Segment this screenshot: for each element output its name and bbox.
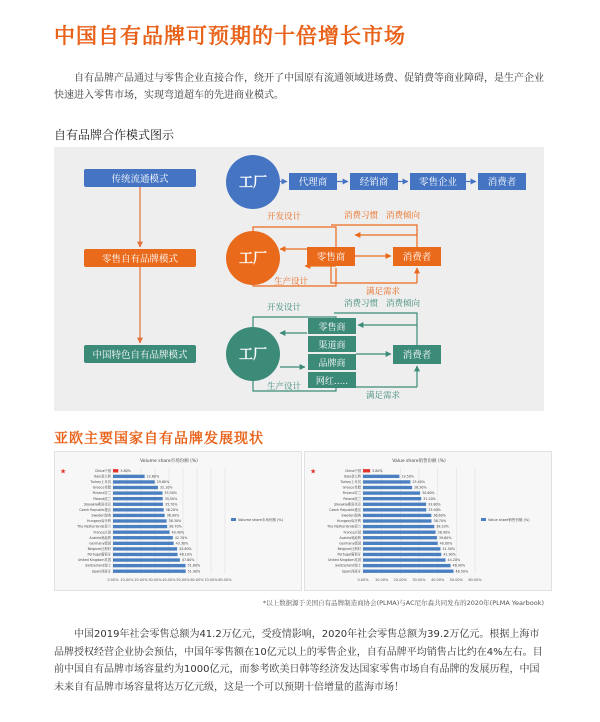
value-label: 36.70% [433, 519, 447, 524]
category-label: France法国 [343, 530, 361, 535]
row1-chain [280, 173, 526, 190]
category-label: Czech Republic捷克 [79, 507, 111, 512]
bar [113, 514, 165, 517]
mode-retail-label: 零售自有品牌模式 [101, 254, 179, 265]
bar [113, 542, 174, 545]
value-label: 36.20% [165, 507, 179, 512]
category-label: United Kingdom英国 [327, 558, 361, 563]
legend-label: Volume share市场份额 (%) [238, 518, 284, 522]
prod-design-label-3: 生产设计 [267, 382, 302, 392]
category-label: Hungary匈牙利 [87, 519, 111, 524]
category-label: Greece希腊 [92, 485, 111, 490]
bar [363, 564, 451, 567]
dealer-label: 经销商 [359, 177, 389, 188]
category-label: Belgium比利时 [87, 547, 111, 552]
row3-flow [253, 298, 441, 401]
value-label: 40.00% [439, 541, 453, 546]
x-tick-label: 10.00% [120, 578, 134, 582]
bar [363, 542, 438, 545]
mode-traditional-label: 传统流通模式 [111, 174, 169, 185]
bar [363, 570, 454, 573]
bar [113, 570, 186, 573]
consumer-label-2: 消费者 [402, 252, 432, 263]
x-tick-label: 10.00% [374, 578, 389, 582]
value-label: 36.60% [433, 513, 446, 518]
bar [363, 558, 446, 561]
bar [363, 475, 399, 478]
dev-design-label-3: 开发设计 [267, 303, 302, 313]
bar [113, 530, 170, 533]
channel-influencer-label: 网红..... [315, 377, 349, 387]
category-label: Spain西班牙 [91, 569, 111, 574]
intro-paragraph: 自有品牌产品通过与零售企业直接合作，绕开了中国原有流通领域进场费、促销费等商业障碍，是生产企业快速进入零售市场，实现弯道超车的先进商业模式。 [54, 73, 544, 101]
value-label: 47.80% [181, 558, 195, 563]
value-label: 26.30% [414, 485, 427, 490]
demand-label-3: 满足需求 [366, 391, 401, 401]
bar [363, 508, 426, 511]
value-label: 35.50% [164, 496, 178, 501]
bar [363, 480, 410, 483]
bar [113, 486, 158, 489]
value-label: 30.60% [422, 491, 435, 496]
mode-chinese-private-label [84, 345, 196, 363]
bar [113, 480, 155, 483]
demand-label-2: 满足需求 [366, 287, 401, 297]
category-label: Greece希腊 [342, 485, 361, 490]
x-tick-label: 60.00% [190, 578, 204, 582]
x-tick-label: 0.00% [357, 578, 369, 582]
volume-share-chart [54, 451, 302, 591]
category-label: Portugal葡萄牙 [87, 552, 111, 557]
channel-distributor-label: 渠道商 [318, 341, 346, 351]
category-label: Finland芬兰 [342, 491, 361, 496]
value-label: 33.80% [428, 502, 441, 507]
category-label: The Netherlands荷兰 [77, 524, 111, 529]
value-label: 45.80% [179, 547, 192, 552]
category-label: France法国 [93, 530, 111, 535]
category-label: China中国 [94, 468, 111, 473]
bar [363, 491, 420, 494]
value-label: 48.50% [455, 569, 469, 574]
bar [113, 525, 167, 528]
bar [363, 497, 421, 500]
bar [363, 553, 441, 556]
value-label: 38.70% [169, 524, 182, 529]
bar [113, 497, 163, 500]
category-label: Poland波兰 [343, 496, 361, 501]
market-paragraph: 中国2019年社会零售总额为41.2万亿元，受疫情影响，2020年社会零售总额为39.2万亿元。根据上海市品牌授权经营企业协会预估，中国年零售额在10亿元以上的零售企业，自有品牌平均销售占比约在4%左右。目前中国自有品牌市场容量约为1000亿元，而参考欧美日韩等经济发达国家零售市场自有品牌的发展历程，中国未来自有品牌市场容量将达万亿元级，这是一个可以预期十倍增量的蓝海市场！ [54, 629, 543, 693]
value-label: 31.20% [423, 496, 436, 501]
bar [113, 553, 178, 556]
category-label: Spain西班牙 [341, 569, 361, 574]
mode-traditional [84, 169, 196, 187]
category-label: Portugal葡萄牙 [337, 552, 361, 557]
bar [113, 547, 177, 550]
bar [113, 503, 163, 506]
bar [363, 486, 412, 489]
bar [363, 536, 437, 539]
x-tick-label: 20.00% [134, 578, 148, 582]
bar [363, 469, 370, 472]
bar [113, 475, 145, 478]
agent-label: 代理商 [298, 177, 328, 188]
category-label: Czech Republic捷克 [329, 507, 361, 512]
factory-label-2: 工厂 [239, 251, 267, 267]
tendency-label-3: 消费倾向 [386, 299, 421, 309]
x-tick-label: 0.00% [107, 578, 119, 582]
value-share-chart [304, 451, 552, 591]
value-label: 3.80% [372, 468, 383, 473]
legend-swatch [231, 518, 236, 521]
value-label: 22.60% [146, 474, 160, 479]
value-label: 38.20% [436, 524, 449, 529]
category-label: Turkey土耳其 [340, 480, 361, 485]
value-label: 46.10% [179, 552, 193, 557]
value-label: 39.60% [438, 535, 452, 540]
x-tick-label: 20.00% [393, 578, 408, 582]
value-label: 41.50% [442, 547, 456, 552]
x-tick-label: 50.00% [176, 578, 190, 582]
category-label: Germany德国 [89, 541, 111, 546]
value-label: 44.20% [447, 558, 461, 563]
highlight-star-icon: ★ [60, 467, 67, 476]
category-label: Slovakia斯洛伐克 [333, 502, 361, 507]
highlight-star-icon: ★ [310, 467, 317, 476]
bar [113, 469, 118, 472]
habit-label-2: 消费习惯 [344, 211, 379, 221]
dev-design-label-2: 开发设计 [267, 212, 302, 222]
x-tick-label: 70.00% [204, 578, 218, 582]
value-label: 35.30% [164, 491, 177, 496]
bar [113, 519, 167, 522]
mode-retail-private-label [84, 249, 196, 267]
value-label: 51.80% [187, 563, 201, 568]
value-label: 46.90% [452, 563, 466, 568]
bar [113, 491, 162, 494]
value-label: 3.80% [120, 468, 131, 473]
value-label: 41.90% [443, 552, 456, 557]
habit-label-3: 消费习惯 [344, 299, 379, 309]
section-title: 亚欧主要国家自有品牌发展现状 [54, 431, 264, 447]
consumer-label-3: 消费者 [402, 350, 432, 361]
bar [363, 503, 426, 506]
bar [363, 530, 436, 533]
value-label: 38.30% [168, 519, 182, 524]
data-source-footnote: *以上数据源于美国自有品牌制造商协会(PLMA)与AC尼尔森共同发布的2020年(PLMA Yearbook) [262, 599, 544, 607]
value-label: 42.70% [174, 535, 188, 540]
bar [363, 547, 440, 550]
value-label: 51.90% [187, 569, 201, 574]
value-label: 19.50% [401, 474, 414, 479]
bar [363, 519, 432, 522]
consumer-label-1: 消费者 [487, 177, 517, 188]
category-label: Belgium比利时 [337, 547, 361, 552]
category-label: Italy意大利 [343, 474, 361, 479]
category-label: United Kingdom英国 [77, 558, 111, 563]
diagram-title: 自有品牌合作模式图示 [54, 128, 175, 142]
value-label: 32.10% [159, 485, 173, 490]
category-label: The Netherlands荷兰 [327, 524, 361, 529]
x-tick-label: 30.00% [148, 578, 162, 582]
legend-swatch [481, 518, 486, 521]
channel-retailer-label: 零售商 [318, 323, 346, 333]
category-label: Germany德国 [339, 541, 361, 546]
category-label: Switzerland瑞士 [85, 563, 111, 568]
category-label: Poland波兰 [93, 496, 111, 501]
page-title: 中国自有品牌可预期的十倍增长市场 [54, 24, 406, 48]
category-label: Sweden瑞典 [341, 513, 361, 518]
bar [113, 558, 180, 561]
legend-label: Value share销售份额 (%) [488, 518, 530, 522]
value-label: 38.90% [437, 530, 451, 535]
x-tick-label: 40.00% [430, 578, 445, 582]
x-tick-label: 40.00% [162, 578, 176, 582]
category-label: Turkey土耳其 [90, 480, 111, 485]
cooperation-mode-diagram [54, 147, 544, 411]
value-label: 35.70% [164, 502, 178, 507]
category-label: Austria奥地利 [89, 535, 111, 540]
x-tick-label: 80.00% [218, 578, 232, 582]
channel-brand-label: 品牌商 [318, 359, 346, 369]
category-label: China中国 [344, 468, 361, 473]
value-label: 36.90% [166, 513, 180, 518]
retailer-label-2: 零售商 [316, 252, 346, 263]
retail-enterprise-label: 零售企业 [418, 177, 458, 188]
category-label: Hungary匈牙利 [337, 519, 361, 524]
bar [363, 514, 431, 517]
category-label: Slovakia斯洛伐克 [83, 502, 111, 507]
x-tick-label: 60.00% [468, 578, 482, 582]
chart-title: Value share销售份额 (%) [392, 459, 446, 464]
value-label: 33.90% [428, 507, 441, 512]
category-label: Finland芬兰 [92, 491, 111, 496]
chart-title: Volume share市场份额 (%) [140, 459, 198, 464]
prod-design-label-2: 生产设计 [274, 277, 309, 287]
mode-chinese-label: 中国特色自有品牌模式 [92, 350, 188, 361]
value-label: 29.80% [156, 480, 170, 485]
value-label: 25.40% [412, 480, 425, 485]
category-label: Sweden瑞典 [91, 513, 111, 518]
factory-label-1: 工厂 [239, 175, 267, 191]
row2-flow [253, 210, 441, 297]
bar [113, 508, 164, 511]
category-label: Italy意大利 [93, 474, 111, 479]
value-label: 40.40% [171, 530, 185, 535]
x-tick-label: 50.00% [449, 578, 464, 582]
bar [363, 525, 434, 528]
bar [113, 536, 173, 539]
value-label: 43.30% [175, 541, 189, 546]
factory-label-3: 工厂 [239, 347, 267, 363]
x-tick-label: 30.00% [412, 578, 426, 582]
category-label: Switzerland瑞士 [335, 563, 361, 568]
category-label: Austria奥地利 [339, 535, 361, 540]
bar [113, 564, 186, 567]
tendency-label-2: 消费倾向 [386, 211, 421, 221]
